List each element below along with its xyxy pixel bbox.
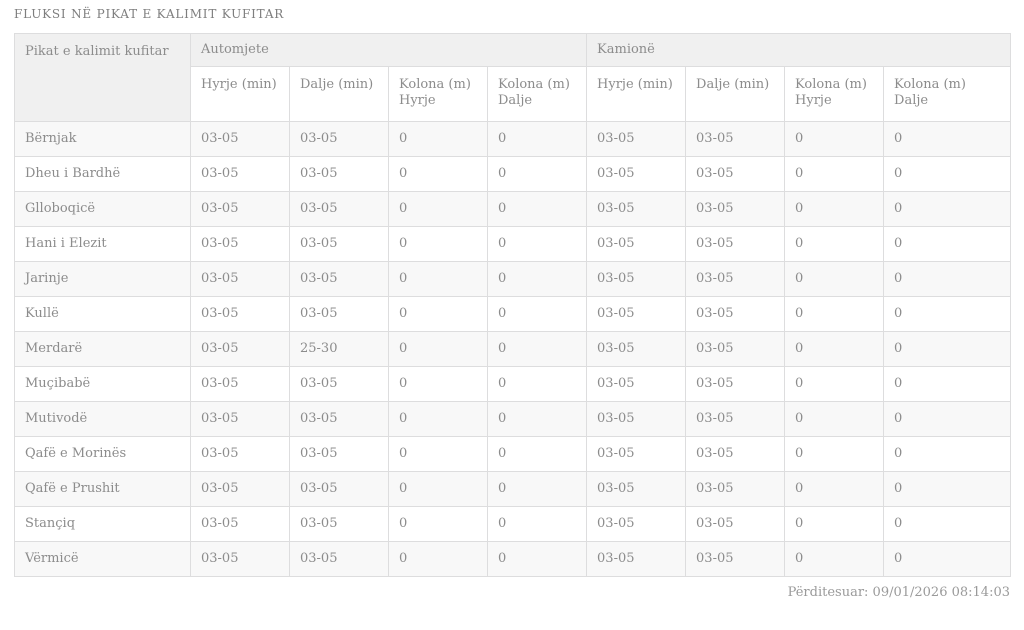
cell-value: 03-05 — [686, 192, 785, 227]
cell-value: 0 — [785, 227, 884, 262]
cell-value: 03-05 — [587, 507, 686, 542]
cell-value: 0 — [884, 227, 1011, 262]
cell-value: 0 — [884, 122, 1011, 157]
page-title: FLUKSI NË PIKAT E KALIMIT KUFITAR — [14, 7, 285, 21]
cell-value: 0 — [488, 542, 587, 577]
table-row — [15, 157, 1011, 192]
cell-value: 03-05 — [686, 507, 785, 542]
cell-value: 03-05 — [587, 262, 686, 297]
cell-value: 03-05 — [191, 192, 290, 227]
cell-value: 0 — [785, 192, 884, 227]
cell-value: 03-05 — [686, 332, 785, 367]
cell-value: 03-05 — [191, 437, 290, 472]
cell-value: 03-05 — [290, 472, 389, 507]
cell-value: 0 — [389, 227, 488, 262]
group-header-row — [15, 34, 1011, 67]
cell-value: 03-05 — [686, 542, 785, 577]
column-header-kamione-2: Kolona (m) Hyrje — [785, 67, 884, 122]
crossing-point-name: Muçibabë — [15, 367, 191, 402]
cell-value: 03-05 — [587, 297, 686, 332]
table-row — [15, 437, 1011, 472]
cell-value: 03-05 — [686, 437, 785, 472]
crossing-point-name: Merdarë — [15, 332, 191, 367]
cell-value: 0 — [785, 367, 884, 402]
table-body — [15, 122, 1011, 577]
cell-value: 03-05 — [587, 542, 686, 577]
cell-value: 0 — [488, 472, 587, 507]
table-header — [15, 34, 1011, 122]
cell-value: 03-05 — [191, 367, 290, 402]
cell-value: 0 — [785, 472, 884, 507]
table-row — [15, 297, 1011, 332]
cell-value: 0 — [389, 507, 488, 542]
cell-value: 0 — [488, 402, 587, 437]
cell-value: 03-05 — [587, 122, 686, 157]
crossing-point-name: Glloboqicë — [15, 192, 191, 227]
crossing-point-name: Qafë e Morinës — [15, 437, 191, 472]
cell-value: 03-05 — [290, 192, 389, 227]
table-row — [15, 402, 1011, 437]
table-row — [15, 472, 1011, 507]
cell-value: 0 — [488, 367, 587, 402]
cell-value: 03-05 — [587, 332, 686, 367]
cell-value: 03-05 — [191, 542, 290, 577]
cell-value: 0 — [884, 472, 1011, 507]
cell-value: 0 — [488, 332, 587, 367]
crossing-point-name: Stançiq — [15, 507, 191, 542]
cell-value: 03-05 — [290, 262, 389, 297]
cell-value: 0 — [884, 437, 1011, 472]
cell-value: 0 — [785, 122, 884, 157]
table-row — [15, 262, 1011, 297]
crossing-point-name: Vërmicë — [15, 542, 191, 577]
cell-value: 0 — [785, 157, 884, 192]
crossing-point-name: Jarinje — [15, 262, 191, 297]
content-area — [14, 0, 1010, 600]
cell-value: 0 — [488, 227, 587, 262]
cell-value: 03-05 — [587, 157, 686, 192]
table-row — [15, 192, 1011, 227]
cell-value: 03-05 — [191, 507, 290, 542]
cell-value: 03-05 — [191, 332, 290, 367]
table-row — [15, 227, 1011, 262]
cell-value: 25-30 — [290, 332, 389, 367]
cell-value: 03-05 — [686, 122, 785, 157]
cell-value: 0 — [488, 262, 587, 297]
cell-value: 0 — [884, 507, 1011, 542]
cell-value: 0 — [389, 297, 488, 332]
cell-value: 03-05 — [686, 262, 785, 297]
cell-value: 0 — [488, 157, 587, 192]
crossing-point-name: Mutivodë — [15, 402, 191, 437]
cell-value: 03-05 — [587, 437, 686, 472]
cell-value: 03-05 — [686, 157, 785, 192]
cell-value: 03-05 — [587, 227, 686, 262]
cell-value: 0 — [785, 542, 884, 577]
column-header-kamione-1: Dalje (min) — [686, 67, 785, 122]
cell-value: 0 — [884, 402, 1011, 437]
cell-value: 0 — [785, 507, 884, 542]
cell-value: 0 — [389, 192, 488, 227]
cell-value: 0 — [785, 332, 884, 367]
crossing-point-name: Kullë — [15, 297, 191, 332]
cell-value: 03-05 — [191, 402, 290, 437]
crossing-point-name: Qafë e Prushit — [15, 472, 191, 507]
cell-value: 03-05 — [290, 542, 389, 577]
cell-value: 03-05 — [290, 437, 389, 472]
table-row — [15, 122, 1011, 157]
cell-value: 0 — [488, 507, 587, 542]
cell-value: 0 — [785, 437, 884, 472]
cell-value: 03-05 — [191, 157, 290, 192]
crossing-point-name: Dheu i Bardhë — [15, 157, 191, 192]
table-row — [15, 507, 1011, 542]
cell-value: 03-05 — [290, 122, 389, 157]
cell-value: 0 — [884, 157, 1011, 192]
cell-value: 03-05 — [290, 157, 389, 192]
cell-value: 03-05 — [290, 367, 389, 402]
cell-value: 0 — [389, 122, 488, 157]
table-row — [15, 367, 1011, 402]
cell-value: 0 — [389, 402, 488, 437]
cell-value: 0 — [884, 367, 1011, 402]
cell-value: 0 — [785, 262, 884, 297]
cell-value: 0 — [488, 192, 587, 227]
cell-value: 0 — [389, 437, 488, 472]
column-header-automjete-3: Kolona (m) Dalje — [488, 67, 587, 122]
cell-value: 0 — [389, 472, 488, 507]
column-header-automjete-0: Hyrje (min) — [191, 67, 290, 122]
last-updated-text: Përditesuar: 09/01/2026 08:14:03 — [787, 585, 1010, 600]
cell-value: 0 — [488, 122, 587, 157]
table-row — [15, 542, 1011, 577]
cell-value: 03-05 — [290, 402, 389, 437]
cell-value: 03-05 — [191, 262, 290, 297]
cell-value: 03-05 — [191, 227, 290, 262]
cell-value: 0 — [389, 157, 488, 192]
cell-value: 0 — [389, 262, 488, 297]
cell-value: 03-05 — [587, 192, 686, 227]
cell-value: 03-05 — [686, 472, 785, 507]
cell-value: 0 — [785, 297, 884, 332]
group-header-kamione: Kamionë — [587, 34, 1011, 67]
cell-value: 03-05 — [191, 297, 290, 332]
cell-value: 0 — [488, 297, 587, 332]
cell-value: 03-05 — [686, 227, 785, 262]
cell-value: 03-05 — [686, 297, 785, 332]
cell-value: 03-05 — [290, 227, 389, 262]
cell-value: 03-05 — [686, 402, 785, 437]
cell-value: 03-05 — [587, 472, 686, 507]
border-crossings-table — [14, 33, 1011, 577]
column-header-automjete-2: Kolona (m) Hyrje — [389, 67, 488, 122]
cell-value: 03-05 — [587, 367, 686, 402]
cell-value: 03-05 — [686, 367, 785, 402]
cell-value: 0 — [884, 262, 1011, 297]
corner-header: Pikat e kalimit kufitar — [15, 34, 191, 122]
cell-value: 0 — [884, 542, 1011, 577]
cell-value: 0 — [884, 297, 1011, 332]
cell-value: 0 — [488, 437, 587, 472]
cell-value: 03-05 — [290, 507, 389, 542]
cell-value: 03-05 — [290, 297, 389, 332]
crossing-point-name: Hani i Elezit — [15, 227, 191, 262]
cell-value: 03-05 — [191, 122, 290, 157]
column-header-kamione-3: Kolona (m) Dalje — [884, 67, 1011, 122]
cell-value: 0 — [884, 332, 1011, 367]
cell-value: 0 — [389, 367, 488, 402]
column-header-kamione-0: Hyrje (min) — [587, 67, 686, 122]
cell-value: 03-05 — [587, 402, 686, 437]
cell-value: 0 — [884, 192, 1011, 227]
cell-value: 0 — [389, 332, 488, 367]
cell-value: 0 — [785, 402, 884, 437]
column-header-automjete-1: Dalje (min) — [290, 67, 389, 122]
group-header-automjete: Automjete — [191, 34, 587, 67]
crossing-point-name: Bërnjak — [15, 122, 191, 157]
table-row — [15, 332, 1011, 367]
cell-value: 0 — [389, 542, 488, 577]
cell-value: 03-05 — [191, 472, 290, 507]
